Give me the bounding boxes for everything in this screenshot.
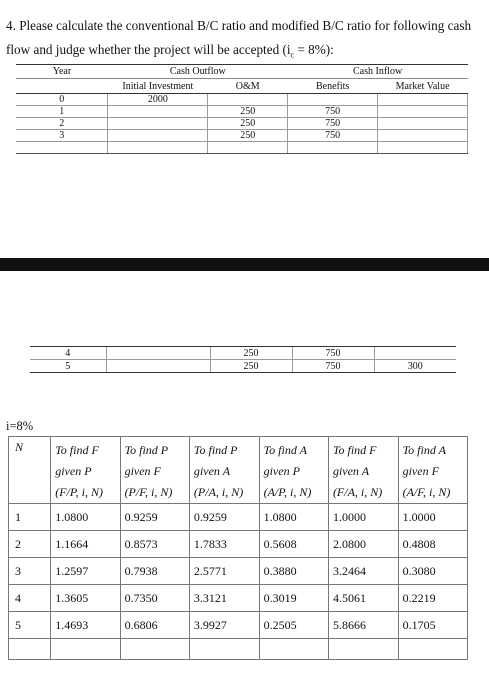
factor-header-row [9, 437, 468, 504]
interest-factor-table [8, 436, 468, 660]
factor-value: 4.5061 [328, 585, 398, 612]
factor-value: 1.0800 [259, 504, 328, 531]
table-row [16, 94, 468, 106]
om-cell [208, 94, 288, 106]
factor-value: 3.3121 [189, 585, 259, 612]
question-line-2-text: flow and judge whether the project will be accepted (i [6, 42, 291, 57]
table-row [9, 612, 468, 639]
benefits-cell: 750 [292, 360, 374, 373]
header-line: given P [263, 464, 300, 478]
table-row [9, 558, 468, 585]
header-line: given A [193, 464, 231, 478]
market-value-cell [378, 130, 468, 142]
factor-value: 0.3880 [259, 558, 328, 585]
factor-header-pa [189, 437, 259, 504]
investment-cell [108, 142, 208, 154]
table-row [16, 106, 468, 118]
factor-value: 1.0000 [328, 504, 398, 531]
table-row [9, 531, 468, 558]
table-row [9, 504, 468, 531]
cash-inflow-header: Cash Inflow [288, 65, 468, 79]
header-line: To find A [263, 443, 307, 457]
n-cell: 3 [9, 558, 51, 585]
factor-value: 2.5771 [189, 558, 259, 585]
cash-flow-table-continued [30, 346, 456, 373]
benefits-cell: 750 [288, 130, 378, 142]
factor-value: 0.2219 [398, 585, 467, 612]
factor-value: 1.3605 [51, 585, 120, 612]
table-row [16, 130, 468, 142]
table-row [30, 360, 456, 373]
factor-header-ap [259, 437, 328, 504]
market-value-cell [374, 347, 456, 360]
header-line: To find P [124, 443, 169, 457]
benefits-cell: 750 [288, 106, 378, 118]
header-line: (F/A, i, N) [332, 485, 383, 499]
om-cell: 250 [210, 360, 292, 373]
year-cell [16, 142, 108, 154]
factor-value: 0.5608 [259, 531, 328, 558]
factor-header-fp [51, 437, 120, 504]
header-line: given F [124, 464, 161, 478]
year-cell: 5 [30, 360, 106, 373]
benefits-header: Benefits [288, 79, 378, 94]
table-header-row [16, 65, 468, 79]
factor-value: 0.3019 [259, 585, 328, 612]
factor-value: 3.2464 [328, 558, 398, 585]
factor-value: 1.0000 [398, 504, 467, 531]
header-line: To find A [402, 443, 446, 457]
header-line: given A [332, 464, 370, 478]
year-cell: 4 [30, 347, 106, 360]
interest-subscript: c [290, 50, 295, 60]
factor-value: 1.2597 [51, 558, 120, 585]
header-line: given P [55, 464, 92, 478]
om-cell [208, 142, 288, 154]
market-value-cell [378, 106, 468, 118]
year-subheader-empty [16, 79, 108, 94]
investment-cell [106, 360, 210, 373]
market-value-cell: 300 [374, 360, 456, 373]
factor-header-af [398, 437, 467, 504]
factor-value: 2.0800 [328, 531, 398, 558]
year-cell: 2 [16, 118, 108, 130]
question-text [6, 14, 484, 68]
benefits-cell [288, 142, 378, 154]
factor-value [328, 639, 398, 660]
factor-value: 0.3080 [398, 558, 467, 585]
year-header: Year [16, 65, 108, 79]
header-line: (P/F, i, N) [124, 485, 173, 499]
factor-value: 0.7350 [120, 585, 189, 612]
factor-header-fa [328, 437, 398, 504]
year-cell: 1 [16, 106, 108, 118]
market-value-cell [378, 142, 468, 154]
header-line: (P/A, i, N) [193, 485, 244, 499]
factor-value: 0.2505 [259, 612, 328, 639]
factor-value: 0.9259 [120, 504, 189, 531]
om-cell: 250 [210, 347, 292, 360]
benefits-cell: 750 [292, 347, 374, 360]
header-line: given F [402, 464, 439, 478]
factor-value: 5.8666 [328, 612, 398, 639]
factor-value: 1.1664 [51, 531, 120, 558]
table-row-empty [16, 142, 468, 154]
year-cell: 3 [16, 130, 108, 142]
page-divider-bar [0, 258, 489, 271]
factor-value [189, 639, 259, 660]
n-header: N [9, 437, 51, 504]
table-subheader-row [16, 79, 468, 94]
question-line-2-end: = 8%): [294, 42, 334, 57]
factor-value: 3.9927 [189, 612, 259, 639]
header-line: (A/P, i, N) [263, 485, 312, 499]
question-line-1: 4. Please calculate the conventional B/C ratio and modified B/C ratio for following cash [6, 18, 472, 33]
factor-value [259, 639, 328, 660]
table-row [30, 347, 456, 360]
n-cell: 1 [9, 504, 51, 531]
factor-value: 0.1705 [398, 612, 467, 639]
factor-value: 0.8573 [120, 531, 189, 558]
table-row [9, 585, 468, 612]
investment-cell [108, 118, 208, 130]
n-cell: 2 [9, 531, 51, 558]
factor-value [51, 639, 120, 660]
om-cell: 250 [208, 118, 288, 130]
n-cell: 5 [9, 612, 51, 639]
cash-outflow-header: Cash Outflow [108, 65, 288, 79]
om-header: O&M [208, 79, 288, 94]
factor-header-pf [120, 437, 189, 504]
factor-value: 0.6806 [120, 612, 189, 639]
benefits-cell [288, 94, 378, 106]
investment-cell [108, 106, 208, 118]
n-cell: 4 [9, 585, 51, 612]
n-cell [9, 639, 51, 660]
header-line: (A/F, i, N) [402, 485, 451, 499]
investment-cell [108, 130, 208, 142]
header-line: To find F [55, 443, 99, 457]
factor-value: 0.9259 [189, 504, 259, 531]
header-line: To find F [332, 443, 377, 457]
market-value-cell [378, 118, 468, 130]
factor-value [398, 639, 467, 660]
factor-value: 1.4693 [51, 612, 120, 639]
factor-value: 0.4808 [398, 531, 467, 558]
factor-value: 1.0800 [51, 504, 120, 531]
table-row-empty [9, 639, 468, 660]
benefits-cell: 750 [288, 118, 378, 130]
market-value-header: Market Value [378, 79, 468, 94]
factor-value [120, 639, 189, 660]
om-cell: 250 [208, 130, 288, 142]
investment-cell [106, 347, 210, 360]
year-cell: 0 [16, 94, 108, 106]
header-line: To find P [193, 443, 238, 457]
header-line: (F/P, i, N) [55, 485, 103, 499]
interest-rate-label: i=8% [6, 419, 34, 433]
om-cell: 250 [208, 106, 288, 118]
factor-value: 1.7833 [189, 531, 259, 558]
table-row [16, 118, 468, 130]
cash-flow-table [16, 64, 468, 154]
initial-investment-header: Initial Investment [108, 79, 208, 94]
investment-cell: 2000 [108, 94, 208, 106]
market-value-cell [378, 94, 468, 106]
factor-value: 0.7938 [120, 558, 189, 585]
